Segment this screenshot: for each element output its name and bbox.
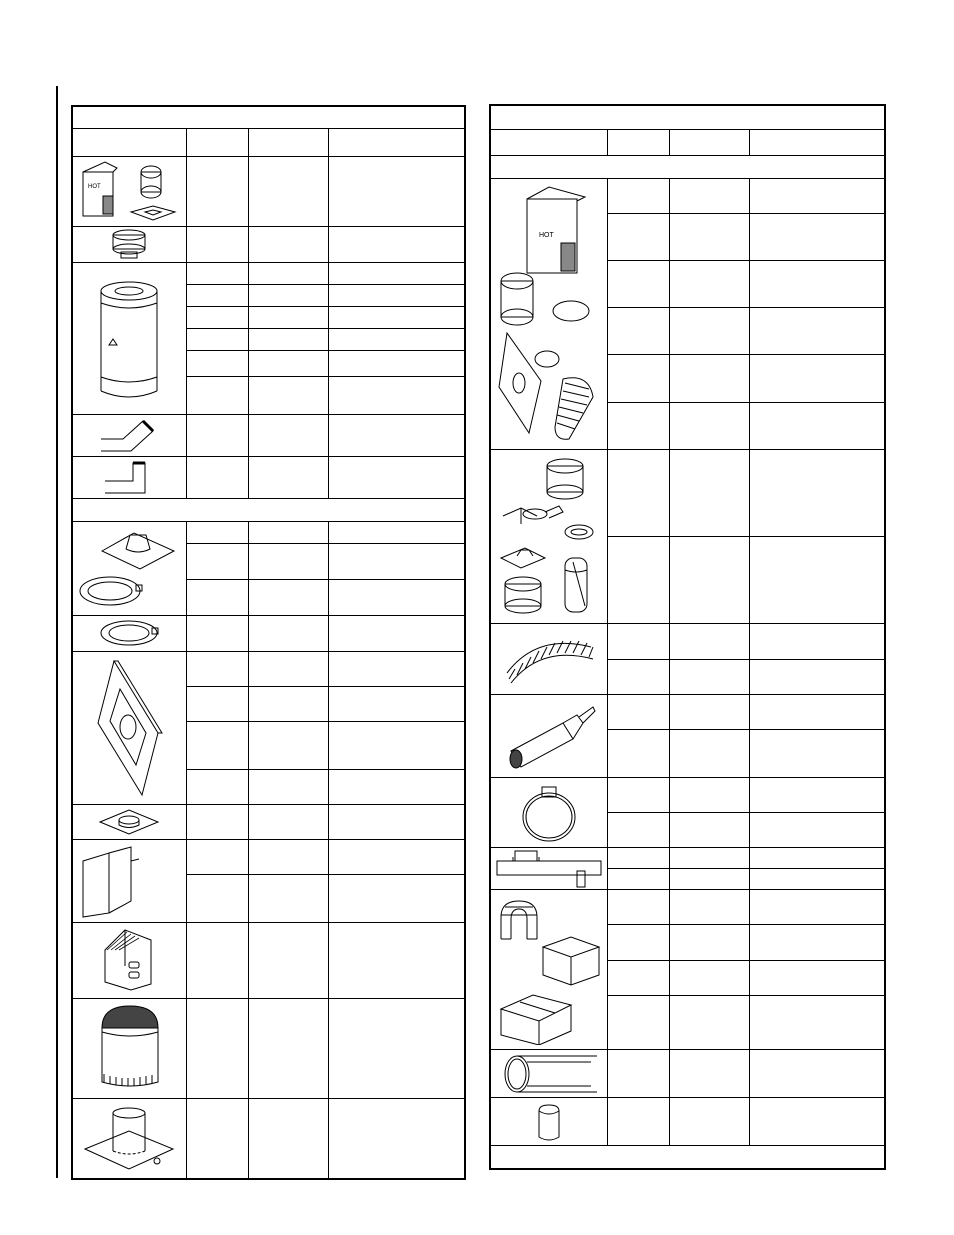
- qty-cell: [186, 543, 248, 579]
- qty-cell: [607, 1049, 669, 1097]
- description-cell: [749, 537, 885, 624]
- part-number-cell: [669, 890, 749, 925]
- description-cell: [328, 329, 465, 351]
- description-cell: [328, 722, 465, 770]
- col-header-qty: [607, 129, 669, 155]
- table-row: [72, 1099, 465, 1179]
- qty-cell: [186, 521, 248, 543]
- qty-cell: [186, 351, 248, 377]
- illustration-cell: [72, 521, 186, 615]
- part-number-cell: [669, 178, 749, 213]
- illustration-cell: [72, 262, 186, 414]
- part-number-cell: [248, 457, 328, 499]
- qty-cell: [186, 875, 248, 922]
- qty-cell: [186, 457, 248, 499]
- table-row: [72, 998, 465, 1098]
- description-cell: [328, 922, 465, 998]
- qty-cell: [186, 998, 248, 1098]
- description-cell: [749, 308, 885, 355]
- qty-cell: [186, 805, 248, 840]
- table-row: [490, 890, 885, 925]
- part-number-cell: [669, 848, 749, 869]
- illustration-cell: [72, 156, 186, 226]
- description-cell: [749, 624, 885, 659]
- horizontal-termination-kit-icon: [493, 183, 605, 445]
- table-row: [490, 1049, 885, 1097]
- description-cell: [749, 694, 885, 729]
- description-cell: [328, 284, 465, 306]
- description-cell: [749, 1098, 885, 1146]
- part-number-cell: [669, 694, 749, 729]
- part-number-cell: [669, 777, 749, 812]
- table-row: [490, 624, 885, 659]
- left-parts-table: [71, 105, 466, 1180]
- table-footer-cell: [490, 1146, 885, 1169]
- table-row: [72, 615, 465, 651]
- description-cell: [749, 813, 885, 848]
- qty-cell: [186, 329, 248, 351]
- table-row: [72, 805, 465, 840]
- part-number-cell: [248, 351, 328, 377]
- table-title-row: [490, 105, 885, 129]
- part-number-cell: [669, 960, 749, 995]
- col-header-part-number: [248, 128, 328, 156]
- qty-cell: [607, 659, 669, 694]
- table-row: [490, 449, 885, 536]
- col-header-illustration: [490, 129, 607, 155]
- section-header-cell: [72, 499, 465, 521]
- qty-cell: [607, 694, 669, 729]
- table-row: [72, 922, 465, 998]
- description-cell: [328, 1099, 465, 1179]
- part-number-cell: [248, 615, 328, 651]
- part-number-cell: [669, 813, 749, 848]
- illustration-cell: [72, 226, 186, 262]
- illustration-cell: [72, 998, 186, 1098]
- qty-cell: [607, 624, 669, 659]
- qty-cell: [186, 840, 248, 875]
- description-cell: [328, 521, 465, 543]
- qty-cell: [186, 651, 248, 686]
- enclosure-kit-icon: [493, 895, 605, 1045]
- illustration-cell: [490, 449, 607, 624]
- table-row: [490, 848, 885, 869]
- description-cell: [328, 415, 465, 457]
- description-cell: [749, 1049, 885, 1097]
- table-row: [490, 178, 885, 213]
- part-number-cell: [669, 402, 749, 449]
- description-cell: [749, 659, 885, 694]
- vertical-termination-kit-icon: [493, 454, 605, 620]
- illustration-cell: [72, 415, 186, 457]
- qty-cell: [186, 722, 248, 770]
- table-title-row: [72, 106, 465, 128]
- description-cell: [749, 213, 885, 260]
- elbow-45-icon: [91, 417, 167, 455]
- illustration-cell: [72, 651, 186, 804]
- part-number-cell: [248, 415, 328, 457]
- table-row: [72, 262, 465, 284]
- part-number-cell: [669, 537, 749, 624]
- description-cell: [328, 457, 465, 499]
- qty-cell: [186, 307, 248, 329]
- col-header-description: [328, 128, 465, 156]
- col-header-description: [749, 129, 885, 155]
- part-number-cell: [248, 579, 328, 615]
- part-number-cell: [248, 1099, 328, 1179]
- qty-cell: [186, 262, 248, 284]
- table-footer-row: [490, 1146, 885, 1169]
- qty-cell: [607, 813, 669, 848]
- illustration-cell: [490, 777, 607, 847]
- illustration-cell: [490, 848, 607, 890]
- part-number-cell: [669, 659, 749, 694]
- description-cell: [749, 890, 885, 925]
- description-cell: [749, 848, 885, 869]
- description-cell: [749, 777, 885, 812]
- ceiling-support-plate-icon: [94, 807, 164, 837]
- table-row: [72, 521, 465, 543]
- illustration-cell: [490, 1049, 607, 1097]
- table-row: [72, 651, 465, 686]
- table-row: [72, 156, 465, 226]
- qty-cell: [186, 579, 248, 615]
- table-title-cell: [490, 105, 885, 129]
- pipe-adapter-icon: [99, 228, 159, 260]
- description-cell: [328, 875, 465, 922]
- part-number-cell: [248, 651, 328, 686]
- qty-cell: [607, 995, 669, 1049]
- part-number-cell: [248, 307, 328, 329]
- qty-cell: [607, 402, 669, 449]
- part-number-cell: [248, 521, 328, 543]
- section-header-cell: [490, 155, 885, 178]
- description-cell: [749, 178, 885, 213]
- description-cell: [749, 960, 885, 995]
- table-title-cell: [72, 106, 465, 128]
- qty-cell: [186, 284, 248, 306]
- section-header-row: [490, 155, 885, 178]
- description-cell: [749, 729, 885, 777]
- table-row: [72, 840, 465, 875]
- qty-cell: [186, 1099, 248, 1179]
- sealant-tube-icon: [499, 701, 599, 771]
- illustration-cell: [72, 922, 186, 998]
- part-number-cell: [248, 875, 328, 922]
- qty-cell: [607, 213, 669, 260]
- qty-cell: [607, 537, 669, 624]
- table-row: [72, 415, 465, 457]
- description-cell: [749, 355, 885, 402]
- wall-shield-icon: [497, 1052, 601, 1096]
- illustration-cell: [72, 457, 186, 499]
- vent-guard-icon: [99, 926, 159, 994]
- description-cell: [328, 307, 465, 329]
- description-cell: [328, 651, 465, 686]
- description-cell: [749, 869, 885, 890]
- part-number-cell: [669, 308, 749, 355]
- description-cell: [328, 377, 465, 415]
- description-cell: [328, 543, 465, 579]
- qty-cell: [186, 377, 248, 415]
- qty-cell: [186, 615, 248, 651]
- part-number-cell: [669, 213, 749, 260]
- part-number-cell: [248, 156, 328, 226]
- firestop-spacer-icon: [79, 1103, 179, 1175]
- description-cell: [328, 156, 465, 226]
- qty-cell: [607, 869, 669, 890]
- part-number-cell: [669, 624, 749, 659]
- part-number-cell: [248, 770, 328, 805]
- description-cell: [749, 402, 885, 449]
- qty-cell: [607, 1098, 669, 1146]
- description-cell: [328, 840, 465, 875]
- column-header-row: [490, 129, 885, 155]
- table-row: [490, 777, 885, 812]
- description-cell: [749, 995, 885, 1049]
- qty-cell: [186, 686, 248, 721]
- qty-cell: [607, 308, 669, 355]
- coupler-icon: [529, 1101, 569, 1143]
- illustration-cell: [72, 1099, 186, 1179]
- part-number-cell: [248, 329, 328, 351]
- wall-thimble-plate-icon: [84, 655, 174, 801]
- description-cell: [328, 998, 465, 1098]
- illustration-cell: [72, 615, 186, 651]
- part-number-cell: [669, 1098, 749, 1146]
- description-cell: [749, 925, 885, 960]
- description-cell: [328, 262, 465, 284]
- illustration-cell: [490, 178, 607, 449]
- roof-flashing-kit-icon: [74, 523, 184, 613]
- qty-cell: [607, 449, 669, 536]
- description-cell: [328, 226, 465, 262]
- table-row: [490, 1098, 885, 1146]
- wall-strap-icon: [493, 849, 605, 889]
- part-number-cell: [248, 722, 328, 770]
- section-header-row: [72, 499, 465, 521]
- description-cell: [328, 686, 465, 721]
- table-row: [72, 457, 465, 499]
- svg-text:HOT: HOT: [538, 231, 554, 239]
- part-number-cell: [248, 998, 328, 1098]
- column-header-row: [72, 128, 465, 156]
- illustration-cell: [490, 1098, 607, 1146]
- part-number-cell: [248, 805, 328, 840]
- table-row: [490, 694, 885, 729]
- illustration-cell: [490, 890, 607, 1050]
- elbow-90-icon: [91, 459, 167, 497]
- part-number-cell: [669, 995, 749, 1049]
- description-cell: [328, 351, 465, 377]
- part-number-cell: [669, 925, 749, 960]
- right-parts-table: [489, 104, 886, 1170]
- part-number-cell: [669, 869, 749, 890]
- part-number-cell: [248, 284, 328, 306]
- col-header-part-number: [669, 129, 749, 155]
- qty-cell: [607, 729, 669, 777]
- illustration-cell: [490, 694, 607, 777]
- description-cell: [328, 805, 465, 840]
- part-number-cell: [248, 840, 328, 875]
- qty-cell: [607, 890, 669, 925]
- qty-cell: [607, 925, 669, 960]
- col-header-illustration: [72, 128, 186, 156]
- vent-pipe-section-icon: [89, 269, 169, 409]
- qty-cell: [186, 156, 248, 226]
- qty-cell: [186, 226, 248, 262]
- part-number-cell: [248, 377, 328, 415]
- margin-rule: [56, 86, 58, 1178]
- trim-ring-icon: [94, 617, 164, 649]
- qty-cell: [186, 770, 248, 805]
- description-cell: [328, 579, 465, 615]
- part-number-cell: [669, 261, 749, 308]
- part-number-cell: [669, 449, 749, 536]
- part-number-cell: [669, 729, 749, 777]
- svg-text:HOT: HOT: [88, 184, 101, 191]
- qty-cell: [607, 848, 669, 869]
- part-number-cell: [248, 686, 328, 721]
- hose-clamp-icon: [514, 781, 584, 845]
- qty-cell: [607, 355, 669, 402]
- qty-cell: [607, 261, 669, 308]
- attic-shield-icon: [79, 843, 179, 919]
- description-cell: [749, 261, 885, 308]
- part-number-cell: [248, 922, 328, 998]
- illustration-cell: [72, 840, 186, 922]
- qty-cell: [186, 415, 248, 457]
- vent-termination-kit-icon: [75, 158, 183, 224]
- illustration-cell: [490, 624, 607, 694]
- termination-cap-guard-icon: [94, 1002, 164, 1094]
- part-number-cell: [248, 262, 328, 284]
- qty-cell: [607, 960, 669, 995]
- qty-cell: [607, 777, 669, 812]
- qty-cell: [607, 178, 669, 213]
- part-number-cell: [669, 1049, 749, 1097]
- part-number-cell: [248, 543, 328, 579]
- description-cell: [749, 449, 885, 536]
- part-number-cell: [669, 355, 749, 402]
- qty-cell: [186, 922, 248, 998]
- description-cell: [328, 615, 465, 651]
- flex-liner-icon: [497, 629, 601, 689]
- col-header-qty: [186, 128, 248, 156]
- table-row: [72, 226, 465, 262]
- description-cell: [328, 770, 465, 805]
- illustration-cell: [72, 805, 186, 840]
- part-number-cell: [248, 226, 328, 262]
